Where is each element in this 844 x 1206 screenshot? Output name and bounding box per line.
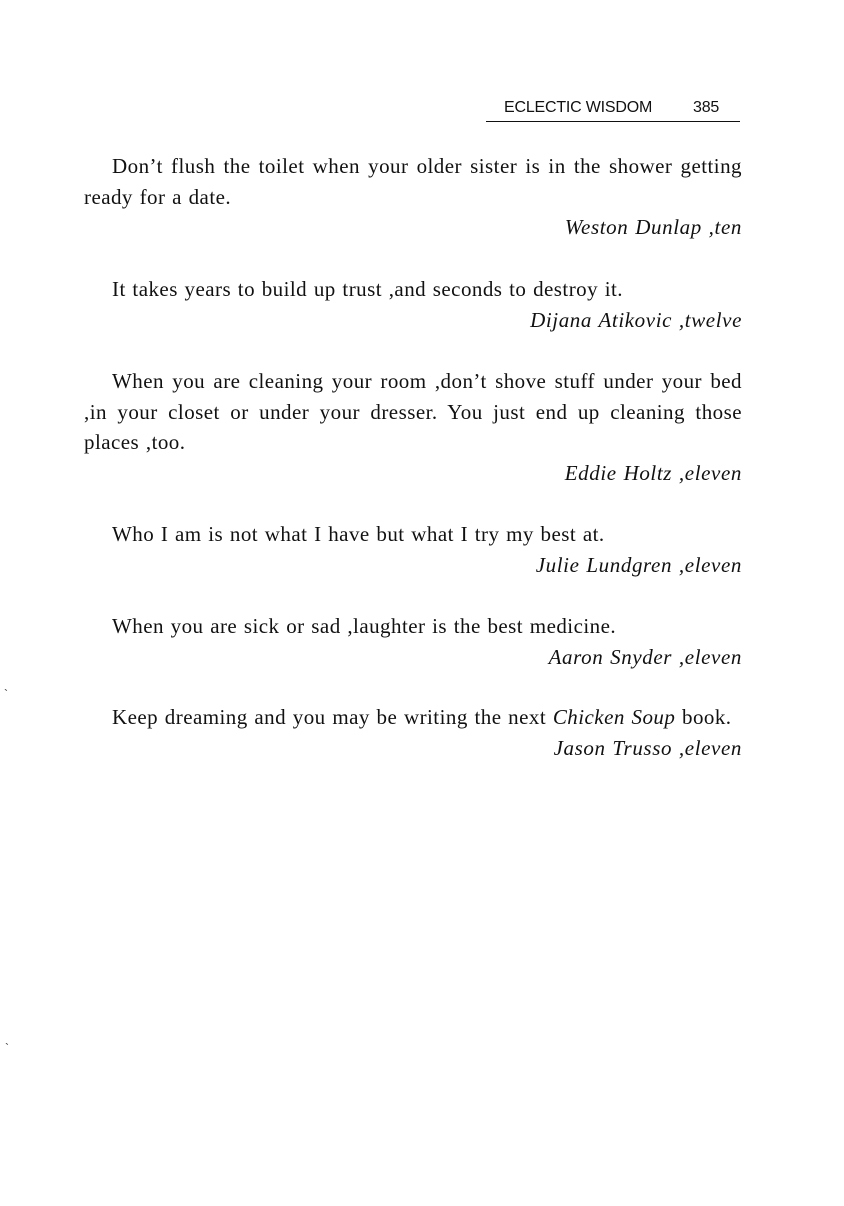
quote-text-after: book. [675, 705, 732, 729]
quote-attribution: Jason Trusso ,eleven [553, 735, 742, 760]
quote-attribution: Aaron Snyder ,eleven [548, 644, 742, 669]
running-head [486, 99, 740, 122]
quote-text: Don’t flush the toilet when your older sister is in the shower getting ready for a date. [84, 154, 742, 209]
quote-2 [84, 274, 742, 335]
quote-attribution: Weston Dunlap ,ten [564, 215, 742, 239]
page-number: 385 [693, 99, 720, 116]
quote-4 [84, 519, 742, 580]
quote-text: It takes years to build up trust ,and seconds to destroy it. [112, 277, 624, 301]
scan-speck: ˴ [5, 1035, 9, 1049]
quote-text [84, 702, 742, 733]
quote-text: When you are cleaning your room ,don’t shove stuff under your bed ,in your closet or under your dresser. You just end up cleaning those places ,too. [84, 369, 742, 454]
quote-attribution: Julie Lundgren ,eleven [535, 552, 742, 577]
quote-text: Who I am is not what I have but what I try my best at. [112, 522, 605, 546]
quote-text: When you are sick or sad ,laughter is the best medicine. [112, 614, 617, 638]
quote-5 [84, 611, 742, 672]
quote-attribution: Dijana Atikovic ,twelve [530, 307, 742, 332]
quote-attribution: Eddie Holtz ,eleven [564, 460, 742, 485]
quote-text-before: Keep dreaming and you may be writing the next [112, 705, 553, 729]
scan-speck: ˴ [4, 681, 8, 695]
quote-1 [84, 151, 742, 243]
quote-3 [84, 366, 742, 488]
quote-6 [84, 702, 742, 763]
section-title: ECLECTIC WISDOM [504, 99, 653, 116]
book-title: Chicken Soup [552, 705, 676, 729]
